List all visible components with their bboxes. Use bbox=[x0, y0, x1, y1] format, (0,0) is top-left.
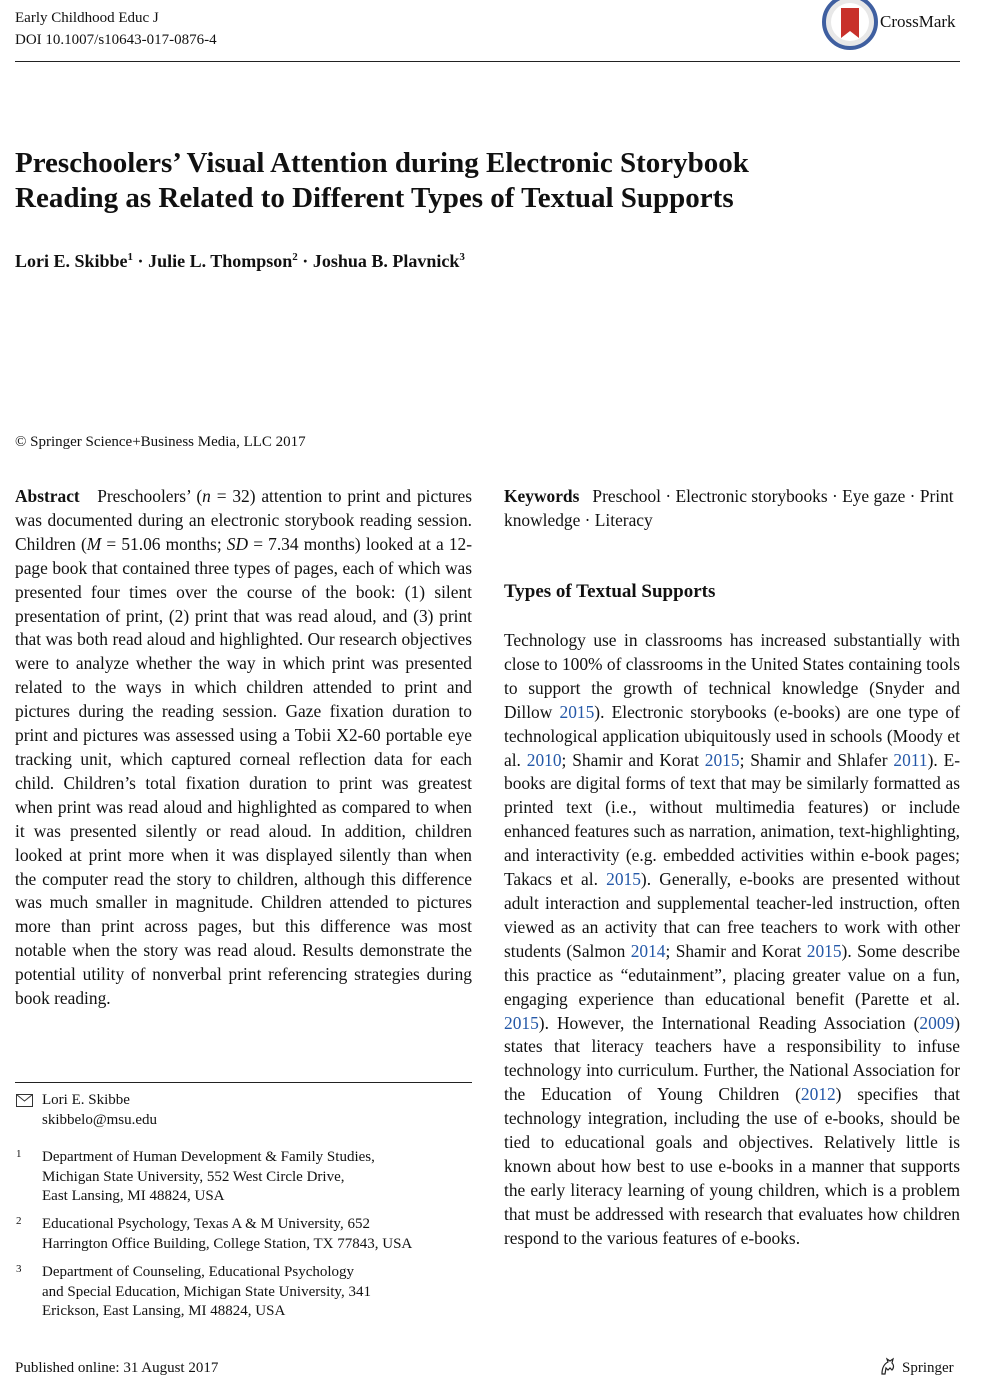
keywords-text: Preschool · Electronic storybooks · Eye gaze · Print knowledge · Literacy bbox=[504, 486, 954, 530]
published-date: Published online: 31 August 2017 bbox=[15, 1360, 219, 1376]
author-name[interactable]: Julie L. Thompson bbox=[148, 251, 293, 271]
abstract-var: M bbox=[86, 533, 102, 554]
body-text: ; Shamir and Korat bbox=[665, 940, 807, 961]
affiliation-number: 1 bbox=[16, 1148, 22, 1160]
body-text: ). E-books are digital forms of text that may be similarly formatted as printed text (i.e., without multimedia features) or include enhanced features such as narration, animation, text-highlighting, and interactivity (e.g. embedded activities within e-book pages; Takacs et al. bbox=[504, 749, 960, 890]
abstract-text: = 32) attention to print and pictures was documented during an electronic storybook reading session. Children ( bbox=[15, 486, 472, 554]
citation-link[interactable]: 2012 bbox=[800, 1084, 836, 1105]
author-separator: · bbox=[297, 251, 313, 271]
citation-link[interactable]: 2015 bbox=[806, 940, 842, 961]
affiliation-number: 3 bbox=[16, 1263, 22, 1275]
citation-link[interactable]: 2015 bbox=[504, 1012, 539, 1033]
affiliation-line: Department of Counseling, Educational Psychology bbox=[42, 1264, 355, 1280]
author-name[interactable]: Lori E. Skibbe bbox=[15, 251, 128, 271]
crossmark-icon[interactable] bbox=[822, 0, 878, 50]
section-heading: Types of Textual Supports bbox=[504, 581, 716, 602]
affiliation-line: Erickson, East Lansing, MI 48824, USA bbox=[42, 1303, 286, 1320]
citation-link[interactable]: 2014 bbox=[630, 940, 666, 961]
article-title: Preschoolers’ Visual Attention during Electronic Storybook Reading as Related to Different Types of Textual Supports bbox=[15, 147, 749, 214]
abstract-label: Abstract bbox=[15, 486, 80, 506]
author-affiliation-marker: 3 bbox=[459, 251, 465, 263]
citation-link[interactable]: 2011 bbox=[893, 749, 928, 770]
header-rule bbox=[15, 61, 960, 62]
body-text: ) specifies that technology integration, including the use of e-books, should be tied to educational goals and objectives. Relatively little is known about how best to use e-books in a manner that supports the early literacy learning of young children, which is a problem that must be addressed with research that evaluates how children respond to the various features of e-books. bbox=[504, 1084, 960, 1248]
springer-horse-icon bbox=[878, 1356, 898, 1376]
publisher-name[interactable]: Springer bbox=[902, 1360, 954, 1376]
abstract-var: SD bbox=[226, 533, 249, 554]
abstract-text: = 7.34 months) looked at a 12-page book that contained three types of pages, each of which was presented four times over the course of the book: (1) silent presentation of print, (2) print that was read aloud, and (3) print that was both read aloud and highlighted. Our research objectives were to analyze whether the way in which print was presented related to the ways in which children attended to print and pictures during the reading session. Gaze fixation duration to print and pictures was assessed using a Tobii X2-60 portable eye tracking unit, which captured corneal reflection data for each child. Children’s total fixation duration to print was greatest when print was read aloud and highlighted as compared to when it was presented silently or read aloud. In addition, children looked at print more when it was displayed silently than when the computer read the story to children, although this difference was much smaller in magnitude. Children attended to pictures more than print across pages, but this difference was most notable when the story was read aloud. Results demonstrate the potential utility of nonverbal print referencing strategies during book reading. bbox=[15, 533, 473, 1009]
correspondence-name: Lori E. Skibbe bbox=[42, 1092, 130, 1108]
correspondence-email[interactable]: skibbelo@msu.edu bbox=[42, 1112, 158, 1128]
body-text: ). Generally, e-books are presented without adult interaction and supplemental teacher-led instruction, often viewed as an activity that can free teachers to work with other students (Salmon bbox=[504, 869, 960, 961]
crossmark-label[interactable]: CrossMark bbox=[880, 12, 956, 31]
keywords bbox=[504, 485, 960, 533]
citation-link[interactable]: 2015 bbox=[606, 869, 641, 890]
body-text: ; Shamir and Korat bbox=[561, 749, 705, 770]
envelope-icon bbox=[16, 1094, 34, 1108]
body-text: ). Electronic storybooks (e-books) are one type of technological application ubiquitously used in schools (Moody et al. bbox=[504, 701, 960, 770]
author-affiliation-marker: 1 bbox=[127, 251, 134, 263]
abstract-text: Preschoolers’ ( bbox=[97, 486, 203, 506]
doi[interactable]: DOI 10.1007/s10643-017-0876-4 bbox=[15, 32, 217, 48]
body-text: ). However, the International Reading Association ( bbox=[538, 1012, 920, 1033]
footnote-rule bbox=[15, 1082, 472, 1083]
author-list bbox=[15, 245, 465, 273]
affiliation-1 bbox=[42, 1148, 375, 1207]
author-separator: · bbox=[133, 251, 149, 271]
body-text: ; Shamir and Shlafer bbox=[739, 749, 894, 770]
author-name[interactable]: Joshua B. Plavnick bbox=[312, 251, 460, 271]
affiliation-2 bbox=[42, 1215, 412, 1254]
author-affiliation-marker: 2 bbox=[292, 251, 298, 263]
affiliation-3 bbox=[42, 1263, 371, 1322]
journal-name: Early Childhood Educ J bbox=[15, 10, 159, 26]
copyright-notice: © Springer Science+Business Media, LLC 2017 bbox=[15, 434, 306, 450]
body-text: Technology use in classrooms has increased substantially with close to 100% of classrooms in the United States containing tools to support the growth of technical knowledge (Snyder and Dillow bbox=[504, 630, 960, 722]
abstract-text: = 51.06 months; bbox=[101, 533, 227, 554]
affiliation-line: Harrington Office Building, College Station, TX 77843, USA bbox=[42, 1235, 413, 1252]
affiliation-number: 2 bbox=[16, 1215, 22, 1227]
citation-link[interactable]: 2015 bbox=[704, 749, 740, 770]
citation-link[interactable]: 2009 bbox=[919, 1012, 955, 1033]
affiliation-line: Department of Human Development & Family Studies, bbox=[42, 1149, 375, 1165]
abstract-var: n bbox=[202, 486, 211, 506]
affiliation-line: Educational Psychology, Texas A & M University, 652 bbox=[42, 1216, 370, 1232]
citation-link[interactable]: 2015 bbox=[559, 701, 595, 722]
affiliation-line: Michigan State University, 552 West Circle Drive, bbox=[42, 1168, 345, 1185]
keywords-label: Keywords bbox=[504, 486, 580, 506]
affiliation-line: East Lansing, MI 48824, USA bbox=[42, 1188, 225, 1205]
section-paragraph bbox=[504, 629, 960, 1251]
abstract bbox=[15, 485, 472, 1011]
citation-link[interactable]: 2010 bbox=[526, 749, 562, 770]
affiliation-line: and Special Education, Michigan State University, 341 bbox=[42, 1283, 371, 1300]
body-text: ). Some describe this practice as “edutainment”, placing greater value on a fun, engaging experience than educational benefit (Parette et al. bbox=[504, 940, 960, 1009]
body-text: ) states that literacy teachers have a responsibility to infuse technology into curriculum. Further, the National Association for the Education of Young Children ( bbox=[504, 1012, 960, 1105]
